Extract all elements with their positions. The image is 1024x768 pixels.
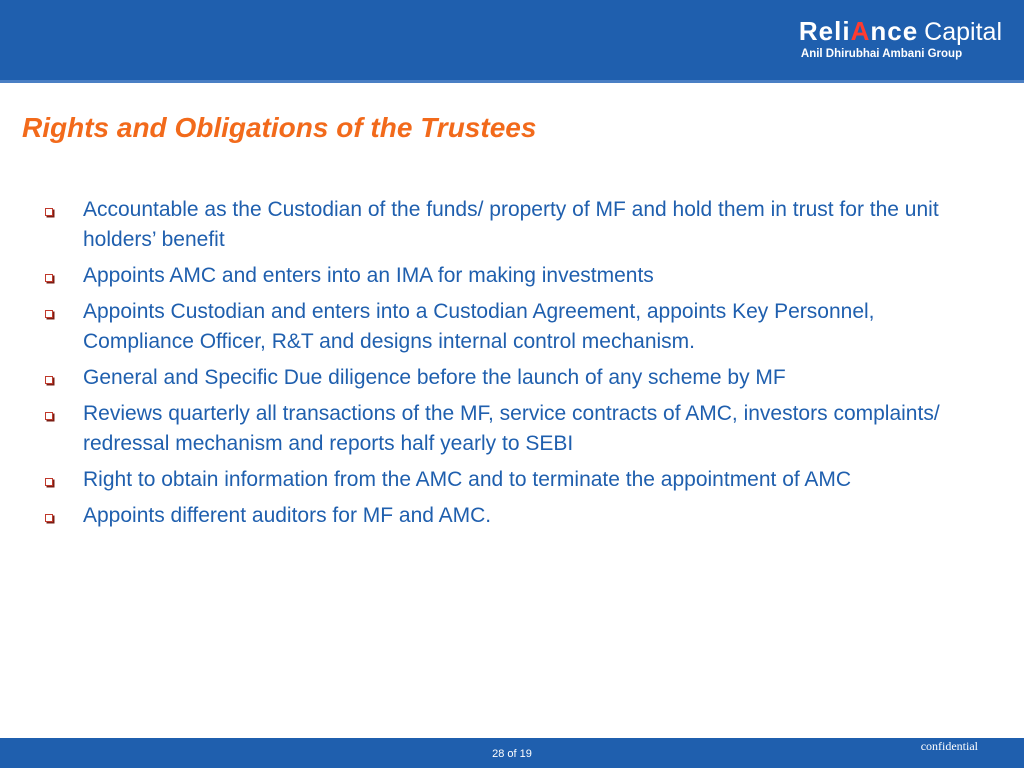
bullet-text: Appoints different auditors for MF and AMC. <box>83 504 492 527</box>
bullet-item <box>44 195 974 255</box>
page-number: 28 of 19 <box>492 748 532 760</box>
bullet-item <box>44 465 974 495</box>
bullet-text: General and Specific Due diligence before the launch of any scheme by MF <box>83 366 786 389</box>
logo-brand-suffix: nce <box>870 16 919 46</box>
bullet-text: Accountable as the Custodian of the funds/ property of MF and hold them in trust for the unit holders’ benefit <box>83 198 939 251</box>
square-bullet-icon <box>45 274 53 282</box>
bullet-text: Appoints AMC and enters into an IMA for making investments <box>83 264 654 287</box>
logo-group-tagline: Anil Dhirubhai Ambani Group <box>800 48 963 60</box>
logo-brand-prefix: Reli <box>798 16 851 46</box>
bullet-item <box>44 297 974 357</box>
bullet-item <box>44 363 974 393</box>
square-bullet-icon <box>45 310 53 318</box>
square-bullet-icon <box>45 208 53 216</box>
square-bullet-icon <box>45 514 53 522</box>
bullet-text: Appoints Custodian and enters into a Custodian Agreement, appoints Key Personnel, Compliance Officer, R&T and designs internal control mechanism. <box>83 300 875 353</box>
logo-product: Capital <box>924 18 1002 46</box>
slide-title: Rights and Obligations of the Trustees <box>22 112 537 143</box>
confidential-label: confidential <box>920 739 978 753</box>
square-bullet-icon <box>45 478 53 486</box>
logo-brand <box>799 16 918 47</box>
square-bullet-icon <box>45 376 53 384</box>
logo-wordmark <box>799 16 1002 47</box>
header-band <box>0 0 1024 81</box>
header-rule <box>0 80 1024 83</box>
bullet-item <box>44 399 974 459</box>
reliance-capital-logo <box>799 16 1002 60</box>
logo-brand-accent: A <box>850 16 871 46</box>
bullet-item <box>44 501 974 531</box>
bullet-item <box>44 261 974 291</box>
bullet-list <box>44 195 974 537</box>
square-bullet-icon <box>45 412 53 420</box>
bullet-text: Reviews quarterly all transactions of the MF, service contracts of AMC, investors complaints/ redressal mechanism and reports half yearly to SEBI <box>83 402 940 455</box>
bullet-text: Right to obtain information from the AMC and to terminate the appointment of AMC <box>83 468 852 491</box>
